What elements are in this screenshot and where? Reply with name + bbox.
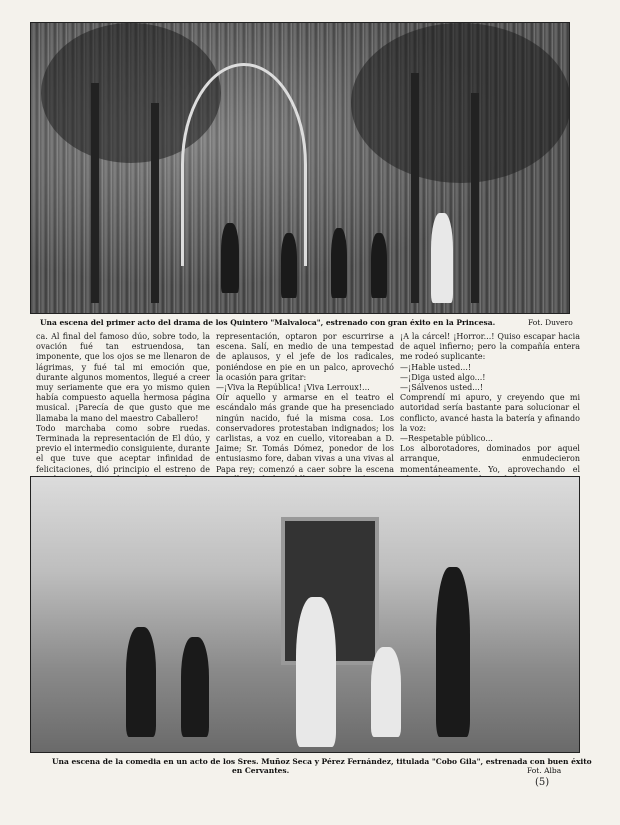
bottom-photo-caption-line2: en Cervantes. [232, 766, 290, 775]
paragraph: —¡Diga usted algo...! [400, 372, 486, 382]
top-photo-caption: Una escena del primer acto del drama de los Quintero "Malvaloca", estrenado con gran éxito en la Princesa. [40, 318, 496, 327]
paragraph: Comprendí mi apuro, y creyendo que mi autoridad sería bastante para solucionar el conflicto, avancé hasta la batería y afinando la voz: [400, 393, 580, 433]
bottom-theatre-photo [30, 476, 580, 753]
page-number: (5) [535, 777, 550, 788]
bottom-photo-caption: Una escena de la comedia en un acto de los Sres. Muñoz Seca y Pérez Fernández, titulada "Cobo Gila", estrenada con buen éxito [52, 757, 592, 766]
paragraph: —¡Viva la República! ¡Viva Lerroux!... [216, 383, 370, 393]
paragraph: representación, optaron por escurrirse a escena. Salí, en medio de una tempestad de aplausos, y el jefe de los radicales, poniéndose en pie en un palco, aprovechó la ocasión para gritar: [216, 332, 394, 382]
paragraph: —Respetable público... [400, 434, 493, 444]
paragraph: Oír aquello y armarse en el teatro el escándalo más grande que ha presenciado ningún nacido, fué la misma cosa. Los conservadores protestaban indignados; los carlistas, a voz en cuello, vitoreaban a D. Jaime; Sr. Tomás Dómez, ponedor de los entusiasmo fore, daban vivas a una vivas al Papa rey; comenzó a caer sobre la escena [216, 393, 394, 474]
paragraph: Todo marchaba como sobre ruedas. Terminada la representación de El dúo, y previo el intermedio consiguiente, durante el que tuve que aceptar infinidad de felicitaciones, dió principio el estreno de [36, 423, 210, 474]
paragraph: —¡Sálvenos usted...! [400, 383, 484, 393]
paragraph: Los alborotadores, dominados por aquel arranque, enmudecieron momentáneamente. Yo, aprovechando el [400, 444, 580, 474]
paragraph: —¡Hable usted...! [400, 362, 472, 372]
paragraph: ca. Al final del famoso dúo, sobre todo, la ovación fué tan estruendosa, tan imponente, que los ojos se me llenaron de lágrimas, y fué tal mi emoción que, durante algunos momentos, llegué a creer muy seriamente que era yo mismo quien había compuesto aquella hermosa página musical. ¡Parecía de que gusto que me llamaba la mano del maestro Caballero! [36, 332, 210, 423]
top-photo-credit: Fot. Duvero [528, 318, 573, 327]
paragraph: ¡A la cárcel! ¡Horror...! Quiso escapar hacia de aquel infierno; pero la compañía entera me rodeó suplicante: [400, 332, 580, 362]
top-theatre-photo [30, 22, 570, 314]
bottom-photo-credit: Fot. Alba [527, 766, 562, 775]
